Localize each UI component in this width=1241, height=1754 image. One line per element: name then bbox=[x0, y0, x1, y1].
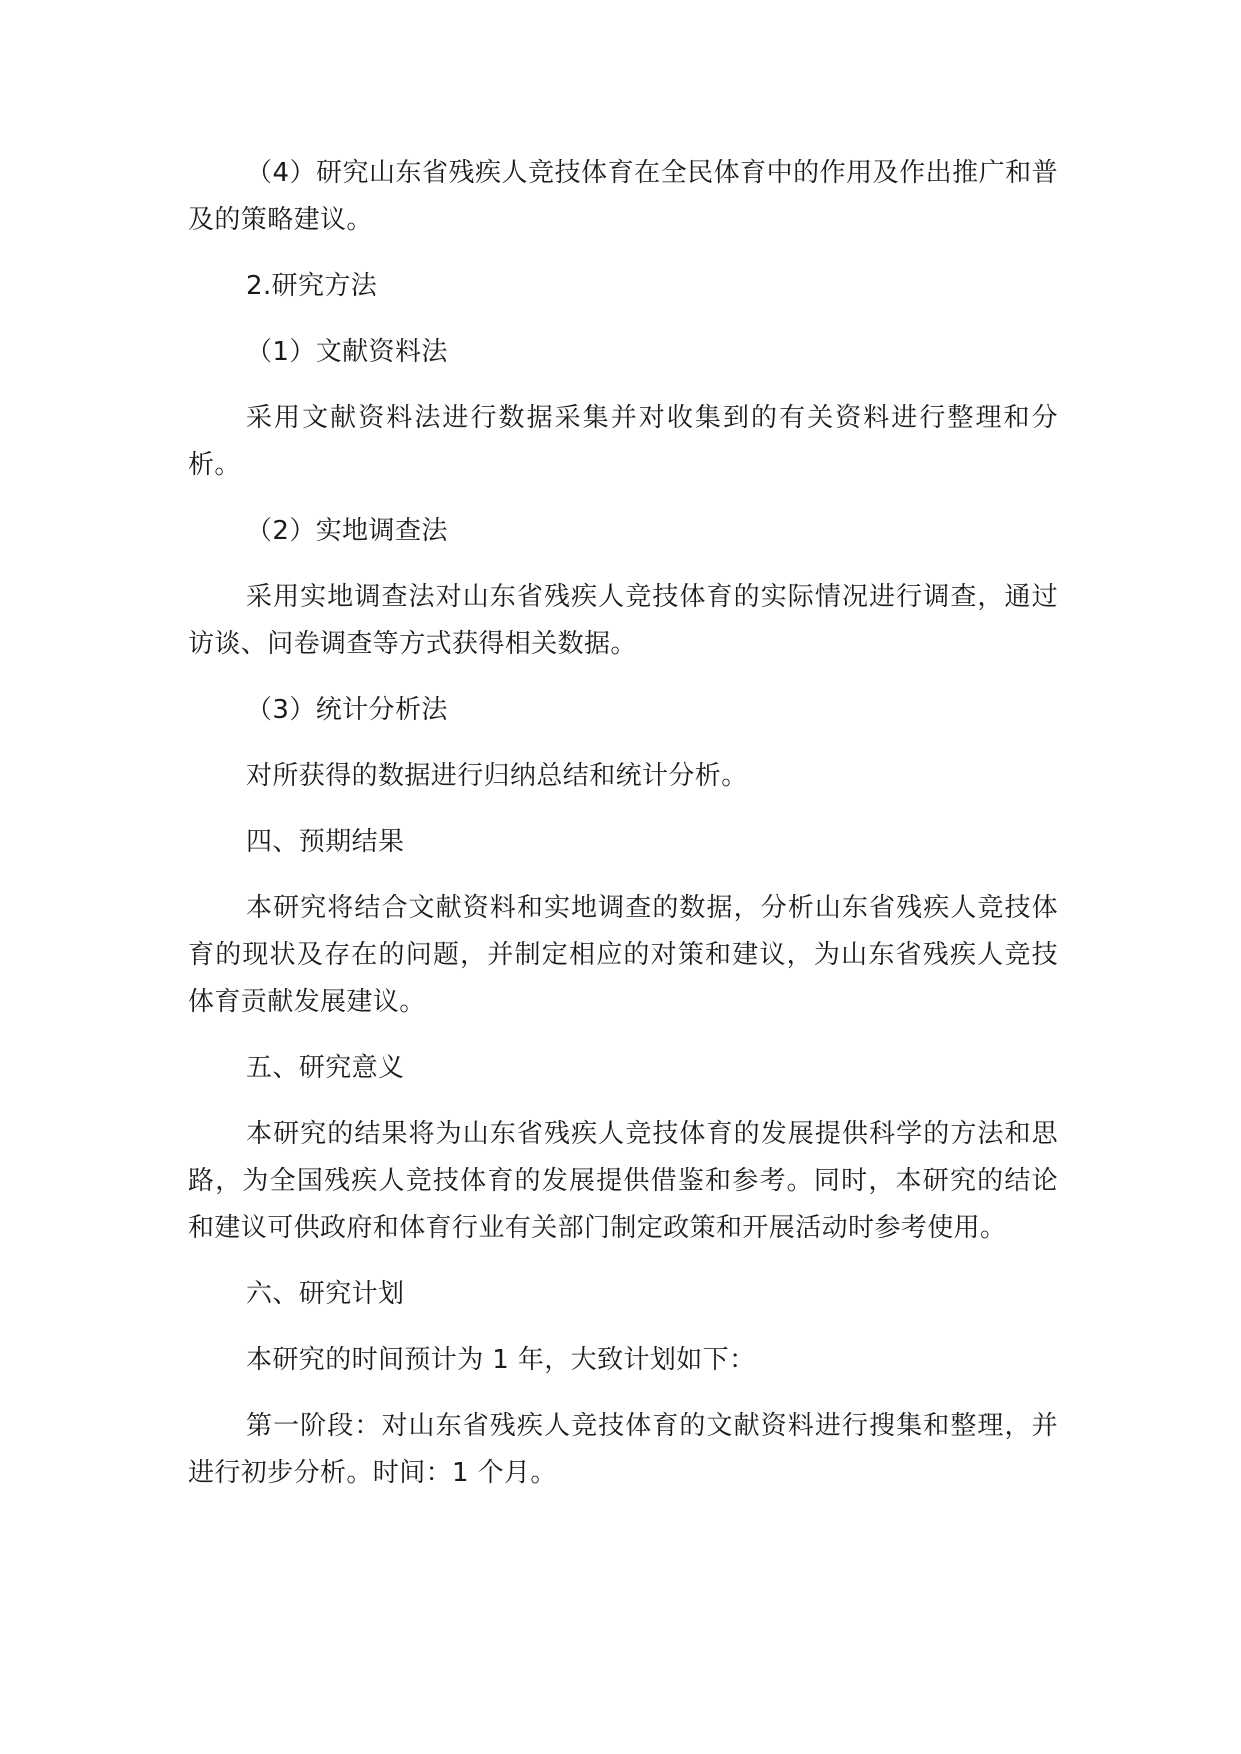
paragraph-expected-results: 本研究将结合文献资料和实地调查的数据，分析山东省残疾人竞技体育的现状及存在的问题，并制定相应的对策和建议，为山东省残疾人竞技体育贡献发展建议。 bbox=[188, 893, 1058, 1017]
paragraph-plan-stage-1: 第一阶段：对山东省残疾人竞技体育的文献资料进行搜集和整理，并进行初步分析。时间：1 个月。 bbox=[188, 1411, 1058, 1488]
subheading-field-survey-method: （2）实地调查法 bbox=[246, 516, 448, 546]
heading-research-methods: 2.研究方法 bbox=[246, 271, 378, 301]
document-body bbox=[188, 150, 1058, 1516]
paragraph-field-survey-method: 采用实地调查法对山东省残疾人竞技体育的实际情况进行调查，通过访谈、问卷调查等方式获得相关数据。 bbox=[188, 582, 1058, 659]
paragraph-literature-method: 采用文献资料法进行数据采集并对收集到的有关资料进行整理和分析。 bbox=[188, 403, 1058, 480]
heading-research-significance: 五、研究意义 bbox=[246, 1053, 405, 1083]
paragraph-research-plan: 本研究的时间预计为 1 年，大致计划如下： bbox=[246, 1345, 756, 1375]
paragraph-research-content-4: （4）研究山东省残疾人竞技体育在全民体育中的作用及作出推广和普及的策略建议。 bbox=[188, 158, 1058, 235]
heading-research-plan: 六、研究计划 bbox=[246, 1279, 405, 1309]
heading-expected-results: 四、预期结果 bbox=[246, 827, 405, 857]
subheading-literature-method: （1）文献资料法 bbox=[246, 337, 448, 367]
paragraph-statistical-method: 对所获得的数据进行归纳总结和统计分析。 bbox=[246, 761, 748, 791]
paragraph-research-significance: 本研究的结果将为山东省残疾人竞技体育的发展提供科学的方法和思路，为全国残疾人竞技体育的发展提供借鉴和参考。同时，本研究的结论和建议可供政府和体育行业有关部门制定政策和开展活动时参考使用。 bbox=[188, 1119, 1058, 1243]
subheading-statistical-method: （3）统计分析法 bbox=[246, 695, 448, 725]
